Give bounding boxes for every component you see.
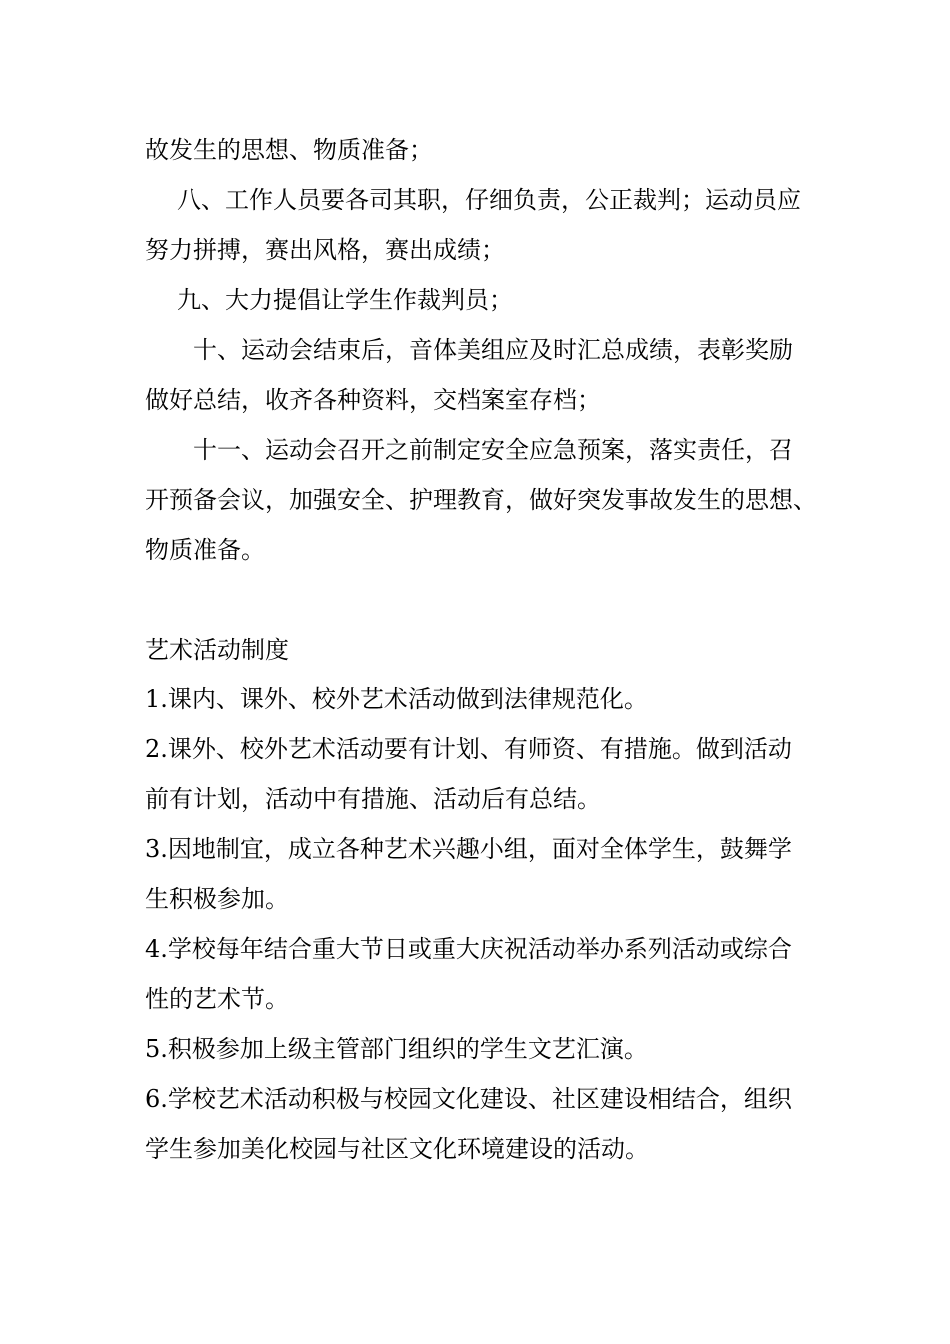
list-item: 5.积极参加上级主管部门组织的学生文艺汇演。 [145,1035,648,1063]
paragraph-line: 物质准备。 [145,536,265,564]
paragraph-line: 十、运动会结束后，音体美组应及时汇总成绩，表彰奖励 [193,336,793,364]
paragraph-line: 开预备会议，加强安全、护理教育，做好突发事故发生的思想、 [145,486,817,514]
list-item: 1.课内、课外、校外艺术活动做到法律规范化。 [145,685,648,713]
list-item: 2.课外、校外艺术活动要有计划、有师资、有措施。做到活动 [145,735,792,763]
list-item: 4.学校每年结合重大节日或重大庆祝活动举办系列活动或综合 [145,935,792,963]
list-item: 3.因地制宜，成立各种艺术兴趣小组，面对全体学生，鼓舞学 [145,835,792,863]
list-item-continuation: 前有计划，活动中有措施、活动后有总结。 [145,785,601,813]
paragraph-line: 十一、运动会召开之前制定安全应急预案，落实责任，召 [193,436,793,464]
paragraph-line: 努力拼搏，赛出风格，赛出成绩； [145,236,505,264]
list-item-continuation: 性的艺术节。 [145,985,289,1013]
list-item: 6.学校艺术活动积极与校园文化建设、社区建设相结合，组织 [145,1085,792,1113]
list-item-continuation: 生积极参加。 [145,885,289,913]
list-item-continuation: 学生参加美化校园与社区文化环境建设的活动。 [145,1135,649,1163]
paragraph-line: 九、大力提倡让学生作裁判员； [177,286,513,314]
section-title: 艺术活动制度 [145,636,289,664]
paragraph-line: 故发生的思想、物质准备； [145,136,433,164]
paragraph-line: 八、工作人员要各司其职，仔细负责，公正裁判；运动员应 [177,186,801,214]
paragraph-line: 做好总结，收齐各种资料，交档案室存档； [145,386,601,414]
